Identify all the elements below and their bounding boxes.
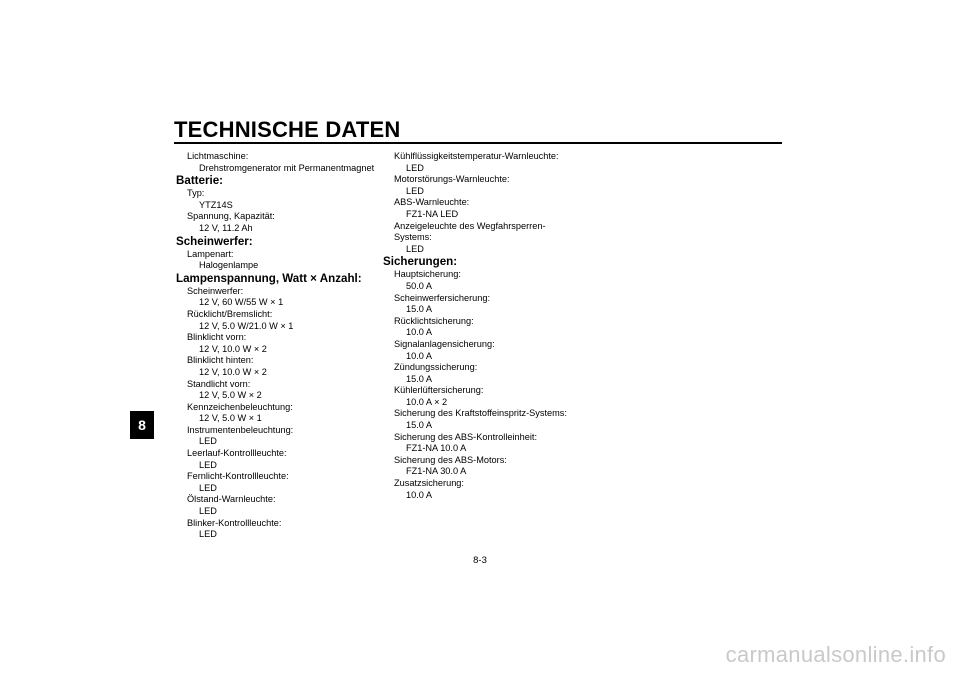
- spec-label: Sicherung des ABS-Kontrolleinheit:: [394, 431, 538, 442]
- section-heading: Sicherungen:: [383, 255, 458, 269]
- section-heading: Batterie:: [176, 174, 224, 188]
- spec-value: FZ1-NA 30.0 A: [406, 466, 467, 477]
- page-number: 8-3: [473, 555, 487, 566]
- spec-value: 10.0 A: [406, 489, 433, 500]
- spec-label: Lampenart:: [187, 248, 234, 259]
- section-heading: Scheinwerfer:: [176, 234, 253, 248]
- spec-value: FZ1-NA LED: [406, 208, 459, 219]
- spec-label: Blinklicht hinten:: [187, 355, 254, 366]
- spec-label: Kühlerlüftersicherung:: [394, 385, 484, 396]
- spec-label: Systems:: [394, 232, 432, 243]
- spec-value: 15.0 A: [406, 304, 433, 315]
- spec-label: Signalanlagensicherung:: [394, 338, 495, 349]
- spec-label: Rücklichtsicherung:: [394, 315, 474, 326]
- spec-label: Ölstand-Warnleuchte:: [187, 494, 276, 505]
- spec-value: 50.0 A: [406, 280, 433, 291]
- spec-label: Standlicht vorn:: [187, 378, 251, 389]
- spec-value: 15.0 A: [406, 420, 433, 431]
- spec-value: 12 V, 5.0 W/21.0 W × 1: [199, 320, 294, 331]
- spec-value: LED: [199, 459, 217, 470]
- title-rule: [174, 142, 782, 144]
- spec-label: ABS-Warnleuchte:: [394, 197, 470, 208]
- spec-label: Hauptsicherung:: [394, 269, 461, 280]
- spec-label: Fernlicht-Kontrollleuchte:: [187, 471, 289, 482]
- spec-label: Instrumentenbeleuchtung:: [187, 424, 294, 435]
- chapter-tab-label: 8: [138, 417, 146, 433]
- section-heading: Lampenspannung, Watt × Anzahl:: [176, 271, 362, 285]
- page-title: TECHNISCHE DATEN: [174, 117, 401, 142]
- left-column: [176, 151, 376, 541]
- spec-label: Sicherung des Kraftstoffeinspritz-Systems:: [394, 408, 567, 419]
- spec-value: 12 V, 5.0 W × 2: [199, 390, 262, 401]
- spec-value: 12 V, 60 W/55 W × 1: [199, 297, 284, 308]
- spec-value: 15.0 A: [406, 373, 433, 384]
- spec-label: Scheinwerfer:: [187, 285, 244, 296]
- spec-label: Anzeigeleuchte des Wegfahrsperren-: [394, 220, 546, 231]
- spec-label: Blinklicht vorn:: [187, 332, 247, 343]
- spec-value: LED: [406, 162, 424, 173]
- spec-value: Halogenlampe: [199, 260, 259, 271]
- spec-value: LED: [199, 529, 217, 540]
- spec-value: Drehstromgenerator mit Permanentmagnet: [199, 162, 375, 173]
- spec-label: Lichtmaschine:: [187, 151, 249, 161]
- spec-label: Scheinwerfersicherung:: [394, 292, 491, 303]
- watermark: carmanualsonline.info: [725, 642, 946, 667]
- spec-label: Typ:: [187, 188, 205, 199]
- spec-label: Zündungssicherung:: [394, 362, 478, 373]
- spec-value: LED: [199, 506, 217, 517]
- spec-value: 12 V, 10.0 W × 2: [199, 343, 267, 354]
- spec-label: Zusatzsicherung:: [394, 478, 464, 489]
- spec-label: Rücklicht/Bremslicht:: [187, 308, 273, 319]
- spec-value: YTZ14S: [199, 199, 233, 210]
- spec-label: Motorstörungs-Warnleuchte:: [394, 174, 510, 185]
- spec-value: LED: [199, 482, 217, 493]
- spec-value: 12 V, 11.2 Ah: [199, 222, 253, 233]
- spec-label: Blinker-Kontrollleuchte:: [187, 517, 282, 528]
- spec-value: 12 V, 5.0 W × 1: [199, 413, 262, 424]
- spec-label: Kennzeichenbeleuchtung:: [187, 401, 293, 412]
- spec-label: Leerlauf-Kontrollleuchte:: [187, 448, 287, 459]
- spec-value: 12 V, 10.0 W × 2: [199, 366, 267, 377]
- chapter-tab: [130, 411, 154, 439]
- spec-label: Sicherung des ABS-Motors:: [394, 454, 507, 465]
- spec-value: LED: [406, 185, 424, 196]
- spec-value: 10.0 A × 2: [406, 396, 448, 407]
- spec-label: Kühlflüssigkeitstemperatur-Warnleuchte:: [394, 151, 559, 161]
- spec-value: 10.0 A: [406, 327, 433, 338]
- right-column: [383, 151, 623, 501]
- spec-value: LED: [406, 243, 424, 254]
- spec-label: Spannung, Kapazität:: [187, 211, 275, 222]
- spec-value: LED: [199, 436, 217, 447]
- spec-value: FZ1-NA 10.0 A: [406, 443, 467, 454]
- spec-value: 10.0 A: [406, 350, 433, 361]
